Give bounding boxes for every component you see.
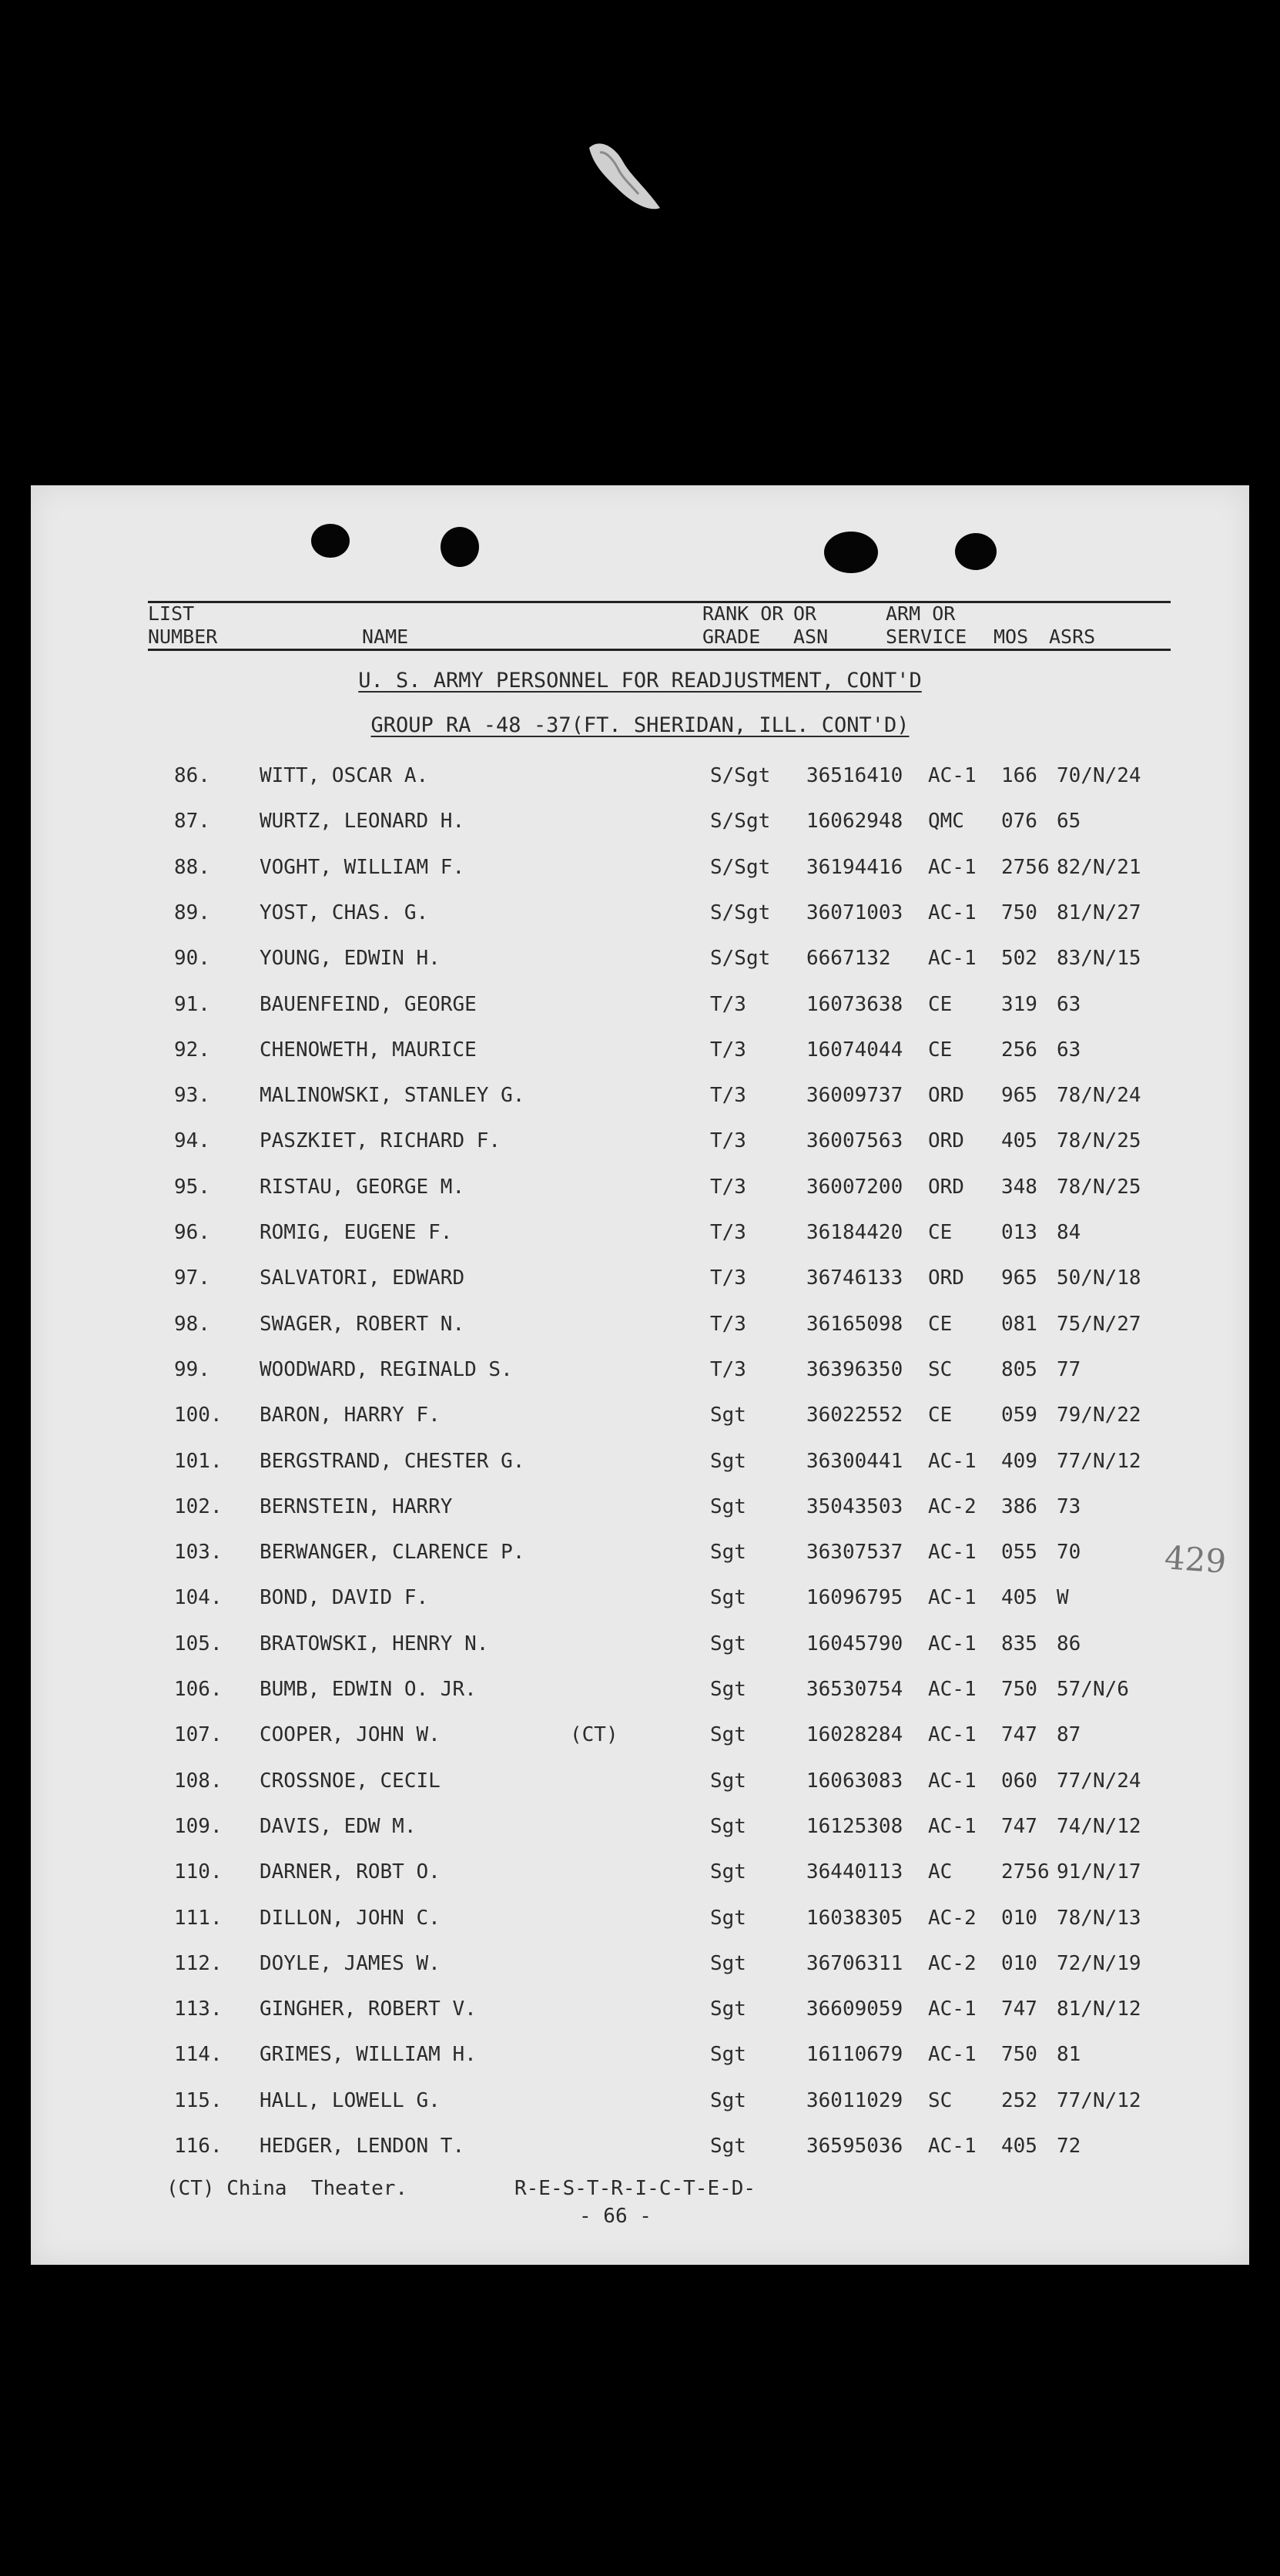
asrs-score: 75/N/27 [1057, 1312, 1141, 1336]
rank-grade: Sgt [710, 1541, 746, 1565]
arm-service: AC-1 [928, 764, 977, 787]
list-number: 112. [174, 1951, 223, 1975]
rank-grade: Sgt [710, 1586, 746, 1610]
serial-number: 16038305 [806, 1906, 903, 1930]
serial-number: 35043503 [806, 1494, 903, 1518]
asrs-score: 84 [1057, 1221, 1081, 1244]
rank-grade: T/3 [710, 1312, 746, 1336]
list-number: 110. [174, 1860, 223, 1884]
list-number: 100. [174, 1404, 223, 1427]
serial-number: 36530754 [806, 1678, 903, 1701]
person-name: WITT, OSCAR A. [260, 764, 429, 787]
serial-number: 16028284 [806, 1723, 903, 1747]
mos-code: 013 [1001, 1221, 1037, 1244]
rank-grade: Sgt [710, 1906, 746, 1930]
mos-code: 059 [1001, 1404, 1037, 1427]
rank-grade: Sgt [710, 1678, 746, 1701]
table-row [31, 1266, 1249, 1297]
table-row [31, 1221, 1249, 1252]
asrs-score: 57/N/6 [1057, 1678, 1129, 1701]
list-number: 114. [174, 2043, 223, 2067]
list-number: 95. [174, 1175, 210, 1199]
asrs-score: 77/N/24 [1057, 1769, 1141, 1793]
asrs-score: 81 [1057, 2043, 1081, 2067]
table-row [31, 901, 1249, 932]
arm-service: AC-1 [928, 1541, 977, 1565]
person-name: YOST, CHAS. G. [260, 901, 429, 924]
arm-service: CE [928, 1312, 953, 1336]
table-row [31, 1860, 1249, 1891]
list-number: 116. [174, 2135, 223, 2158]
table-row [31, 1769, 1249, 1800]
group-subtitle [31, 713, 1249, 737]
table-row [31, 947, 1249, 978]
mos-code: 747 [1001, 1997, 1037, 2021]
arm-service: AC-2 [928, 1951, 977, 1975]
header-asn: OR ASN [793, 602, 829, 648]
table-row [31, 1586, 1249, 1617]
mos-code: 166 [1001, 764, 1037, 787]
rank-grade: T/3 [710, 1266, 746, 1290]
person-name: BAUENFEIND, GEORGE [260, 992, 477, 1016]
arm-service: QMC [928, 810, 964, 834]
serial-number: 36184420 [806, 1221, 903, 1244]
arm-service: AC-1 [928, 1814, 977, 1838]
person-name: SALVATORI, EDWARD [260, 1266, 465, 1290]
arm-service: SC [928, 1357, 953, 1381]
asrs-score: W [1057, 1586, 1069, 1610]
mos-code: 502 [1001, 947, 1037, 971]
mos-code: 2756 [1001, 855, 1050, 879]
asrs-score: 77 [1057, 1357, 1081, 1381]
mos-code: 405 [1001, 1129, 1037, 1153]
person-name: ROMIG, EUGENE F. [260, 1221, 453, 1244]
table-row [31, 2089, 1249, 2120]
table-row [31, 1907, 1249, 1937]
rank-grade: Sgt [710, 2135, 746, 2158]
theater-note: (CT) [570, 1723, 618, 1747]
table-row [31, 1084, 1249, 1115]
person-name: SWAGER, ROBERT N. [260, 1312, 465, 1336]
rank-grade: Sgt [710, 1951, 746, 1975]
arm-service: ORD [928, 1129, 964, 1153]
list-number: 97. [174, 1266, 210, 1290]
table-row [31, 1541, 1249, 1571]
rank-grade: T/3 [710, 1357, 746, 1381]
punch-hole [824, 532, 878, 573]
rank-grade: Sgt [710, 2043, 746, 2067]
header-bottom-rule [148, 649, 1171, 651]
serial-number: 36746133 [806, 1266, 903, 1290]
serial-number: 36009737 [806, 1084, 903, 1108]
mos-code: 750 [1001, 1678, 1037, 1701]
arm-service: AC-1 [928, 947, 977, 971]
asrs-score: 87 [1057, 1723, 1081, 1747]
person-name: BERNSTEIN, HARRY [260, 1494, 453, 1518]
rank-grade: Sgt [710, 1632, 746, 1655]
rank-grade: Sgt [710, 1404, 746, 1427]
mos-code: 256 [1001, 1038, 1037, 1062]
person-name: COOPER, JOHN W. [260, 1723, 441, 1747]
rank-grade: T/3 [710, 1084, 746, 1108]
arm-service: AC-1 [928, 1997, 977, 2021]
serial-number: 36706311 [806, 1951, 903, 1975]
person-name: BARON, HARRY F. [260, 1404, 441, 1427]
mos-code: 965 [1001, 1266, 1037, 1290]
table-row [31, 1723, 1249, 1754]
mos-code: 081 [1001, 1312, 1037, 1336]
table-row [31, 1404, 1249, 1434]
serial-number: 36007563 [806, 1129, 903, 1153]
arm-service: CE [928, 992, 953, 1016]
serial-number: 16125308 [806, 1814, 903, 1838]
asrs-score: 91/N/17 [1057, 1860, 1141, 1884]
mos-code: 348 [1001, 1175, 1037, 1199]
rank-grade: T/3 [710, 1175, 746, 1199]
rank-grade: S/Sgt [710, 901, 771, 924]
mos-code: 010 [1001, 1906, 1037, 1930]
rank-grade: T/3 [710, 1129, 746, 1153]
person-name: BOND, DAVID F. [260, 1586, 429, 1610]
person-name: BERGSTRAND, CHESTER G. [260, 1449, 525, 1473]
asrs-score: 50/N/18 [1057, 1266, 1141, 1290]
list-number: 109. [174, 1814, 223, 1838]
person-name: DARNER, ROBT O. [260, 1860, 441, 1884]
asrs-score: 74/N/12 [1057, 1814, 1141, 1838]
list-number: 111. [174, 1906, 223, 1930]
punch-hole [441, 527, 479, 567]
arm-service: AC-1 [928, 1723, 977, 1747]
table-row [31, 1678, 1249, 1709]
serial-number: 6667132 [806, 947, 891, 971]
arm-service: AC-1 [928, 1769, 977, 1793]
arm-service: AC-1 [928, 855, 977, 879]
serial-number: 16073638 [806, 992, 903, 1016]
rank-grade: Sgt [710, 1997, 746, 2021]
serial-number: 16074044 [806, 1038, 903, 1062]
person-name: WOODWARD, REGINALD S. [260, 1357, 513, 1381]
rank-grade: S/Sgt [710, 855, 771, 879]
list-number: 87. [174, 810, 210, 834]
mos-code: 750 [1001, 901, 1037, 924]
table-row [31, 764, 1249, 795]
arm-service: ORD [928, 1175, 964, 1199]
serial-number: 36307537 [806, 1541, 903, 1565]
asrs-score: 72 [1057, 2135, 1081, 2158]
list-number: 91. [174, 992, 210, 1016]
asrs-score: 63 [1057, 1038, 1081, 1062]
rank-grade: S/Sgt [710, 810, 771, 834]
list-number: 99. [174, 1357, 210, 1381]
asrs-score: 82/N/21 [1057, 855, 1141, 879]
list-number: 108. [174, 1769, 223, 1793]
rank-grade: T/3 [710, 1221, 746, 1244]
mos-code: 405 [1001, 2135, 1037, 2158]
arm-service: AC-1 [928, 2043, 977, 2067]
arm-service: AC-1 [928, 2135, 977, 2158]
mos-code: 405 [1001, 1586, 1037, 1610]
asrs-score: 81/N/27 [1057, 901, 1141, 924]
serial-number: 36396350 [806, 1357, 903, 1381]
person-name: MALINOWSKI, STANLEY G. [260, 1084, 525, 1108]
header-rank: RANK OR GRADE [702, 602, 784, 648]
rank-grade: Sgt [710, 1494, 746, 1518]
person-name: CHENOWETH, MAURICE [260, 1038, 477, 1062]
asrs-score: 78/N/25 [1057, 1129, 1141, 1153]
person-name: PASZKIET, RICHARD F. [260, 1129, 501, 1153]
table-row [31, 1632, 1249, 1663]
serial-number: 36609059 [806, 1997, 903, 2021]
list-number: 96. [174, 1221, 210, 1244]
arm-service: ORD [928, 1266, 964, 1290]
rank-grade: S/Sgt [710, 764, 771, 787]
page-number: - 66 - [579, 2205, 652, 2228]
table-row [31, 1952, 1249, 1983]
arm-service: ORD [928, 1084, 964, 1108]
list-number: 106. [174, 1678, 223, 1701]
arm-service: AC-1 [928, 1678, 977, 1701]
document-title [31, 669, 1249, 693]
table-row [31, 1038, 1249, 1069]
arm-service: AC-1 [928, 901, 977, 924]
mos-code: 965 [1001, 1084, 1037, 1108]
punch-hole [955, 533, 997, 570]
scan-debris [583, 139, 668, 216]
list-number: 94. [174, 1129, 210, 1153]
table-row [31, 1176, 1249, 1206]
asrs-score: 72/N/19 [1057, 1951, 1141, 1975]
table-row [31, 1358, 1249, 1389]
list-number: 89. [174, 901, 210, 924]
mos-code: 805 [1001, 1357, 1037, 1381]
list-number: 90. [174, 947, 210, 971]
list-number: 93. [174, 1084, 210, 1108]
rank-grade: Sgt [710, 1723, 746, 1747]
person-name: HEDGER, LENDON T. [260, 2135, 465, 2158]
header-top-rule [148, 601, 1171, 603]
asrs-score: 77/N/12 [1057, 2088, 1141, 2112]
serial-number: 36022552 [806, 1404, 903, 1427]
arm-service: SC [928, 2088, 953, 2112]
list-number: 102. [174, 1494, 223, 1518]
asrs-score: 78/N/24 [1057, 1084, 1141, 1108]
asrs-score: 78/N/25 [1057, 1175, 1141, 1199]
restricted-marking: R-E-S-T-R-I-C-T-E-D- [514, 2177, 756, 2200]
page-stamp: 429 [1163, 1538, 1228, 1581]
person-name: BUMB, EDWIN O. JR. [260, 1678, 477, 1701]
table-row [31, 2135, 1249, 2165]
serial-number: 36165098 [806, 1312, 903, 1336]
rank-grade: Sgt [710, 1769, 746, 1793]
mos-code: 252 [1001, 2088, 1037, 2112]
list-number: 107. [174, 1723, 223, 1747]
arm-service: CE [928, 1038, 953, 1062]
arm-service: AC [928, 1860, 953, 1884]
person-name: HALL, LOWELL G. [260, 2088, 441, 2112]
serial-number: 36595036 [806, 2135, 903, 2158]
group-subtitle-text: GROUP RA -48 -37(FT. SHERIDAN, ILL. CONT'D) [370, 713, 910, 737]
mos-code: 060 [1001, 1769, 1037, 1793]
table-row [31, 2043, 1249, 2074]
person-name: DILLON, JOHN C. [260, 1906, 441, 1930]
serial-number: 16045790 [806, 1632, 903, 1655]
serial-number: 36194416 [806, 855, 903, 879]
rank-grade: Sgt [710, 1860, 746, 1884]
asrs-score: 70 [1057, 1541, 1081, 1565]
person-name: DOYLE, JAMES W. [260, 1951, 441, 1975]
header-name: NAME [362, 626, 409, 648]
rank-grade: Sgt [710, 1814, 746, 1838]
person-name: DAVIS, EDW M. [260, 1814, 417, 1838]
arm-service: CE [928, 1221, 953, 1244]
mos-code: 2756 [1001, 1860, 1050, 1884]
mos-code: 010 [1001, 1951, 1037, 1975]
person-name: GRIMES, WILLIAM H. [260, 2043, 477, 2067]
arm-service: AC-2 [928, 1494, 977, 1518]
list-number: 86. [174, 764, 210, 787]
rank-grade: T/3 [710, 992, 746, 1016]
asrs-score: 77/N/12 [1057, 1449, 1141, 1473]
person-name: BERWANGER, CLARENCE P. [260, 1541, 525, 1565]
list-number: 103. [174, 1541, 223, 1565]
serial-number: 36300441 [806, 1449, 903, 1473]
header-list-number: LIST NUMBER [148, 602, 218, 648]
table-row [31, 1129, 1249, 1160]
asrs-score: 78/N/13 [1057, 1906, 1141, 1930]
asrs-score: 70/N/24 [1057, 764, 1141, 787]
person-name: BRATOWSKI, HENRY N. [260, 1632, 489, 1655]
serial-number: 36011029 [806, 2088, 903, 2112]
mos-code: 386 [1001, 1494, 1037, 1518]
table-row [31, 856, 1249, 887]
asrs-score: 63 [1057, 992, 1081, 1016]
table-row [31, 1815, 1249, 1846]
document-title-text: U. S. ARMY PERSONNEL FOR READJUSTMENT, CONT'D [358, 669, 922, 693]
list-number: 115. [174, 2088, 223, 2112]
table-row [31, 1997, 1249, 2028]
table-row [31, 810, 1249, 840]
arm-service: AC-1 [928, 1586, 977, 1610]
header-asrs: ASRS [1049, 626, 1096, 648]
person-name: CROSSNOE, CECIL [260, 1769, 441, 1793]
table-row [31, 993, 1249, 1024]
list-number: 113. [174, 1997, 223, 2021]
person-name: YOUNG, EDWIN H. [260, 947, 441, 971]
rank-grade: S/Sgt [710, 947, 771, 971]
serial-number: 36071003 [806, 901, 903, 924]
person-name: VOGHT, WILLIAM F. [260, 855, 465, 879]
mos-code: 076 [1001, 810, 1037, 834]
person-name: WURTZ, LEONARD H. [260, 810, 465, 834]
list-number: 105. [174, 1632, 223, 1655]
serial-number: 36516410 [806, 764, 903, 787]
mos-code: 747 [1001, 1814, 1037, 1838]
serial-number: 16110679 [806, 2043, 903, 2067]
rank-grade: T/3 [710, 1038, 746, 1062]
arm-service: AC-1 [928, 1632, 977, 1655]
serial-number: 16096795 [806, 1586, 903, 1610]
asrs-score: 86 [1057, 1632, 1081, 1655]
table-row [31, 1313, 1249, 1343]
arm-service: CE [928, 1404, 953, 1427]
punch-hole [311, 524, 350, 558]
arm-service: AC-2 [928, 1906, 977, 1930]
asrs-score: 81/N/12 [1057, 1997, 1141, 2021]
mos-code: 835 [1001, 1632, 1037, 1655]
mos-code: 750 [1001, 2043, 1037, 2067]
person-name: GINGHER, ROBERT V. [260, 1997, 477, 2021]
list-number: 104. [174, 1586, 223, 1610]
list-number: 101. [174, 1449, 223, 1473]
table-row [31, 1495, 1249, 1526]
list-number: 88. [174, 855, 210, 879]
footer-note: (CT) China Theater. [166, 2177, 408, 2200]
header-mos: MOS [994, 626, 1029, 648]
document-page [31, 485, 1249, 2265]
mos-code: 409 [1001, 1449, 1037, 1473]
list-number: 92. [174, 1038, 210, 1062]
serial-number: 36440113 [806, 1860, 903, 1884]
rank-grade: Sgt [710, 1449, 746, 1473]
serial-number: 16063083 [806, 1769, 903, 1793]
mos-code: 747 [1001, 1723, 1037, 1747]
arm-service: AC-1 [928, 1449, 977, 1473]
mos-code: 319 [1001, 992, 1037, 1016]
asrs-score: 83/N/15 [1057, 947, 1141, 971]
rank-grade: Sgt [710, 2088, 746, 2112]
asrs-score: 73 [1057, 1494, 1081, 1518]
serial-number: 16062948 [806, 810, 903, 834]
asrs-score: 79/N/22 [1057, 1404, 1141, 1427]
table-row [31, 1450, 1249, 1481]
asrs-score: 65 [1057, 810, 1081, 834]
header-arm: ARM OR SERVICE [886, 602, 967, 648]
mos-code: 055 [1001, 1541, 1037, 1565]
list-number: 98. [174, 1312, 210, 1336]
person-name: RISTAU, GEORGE M. [260, 1175, 465, 1199]
serial-number: 36007200 [806, 1175, 903, 1199]
